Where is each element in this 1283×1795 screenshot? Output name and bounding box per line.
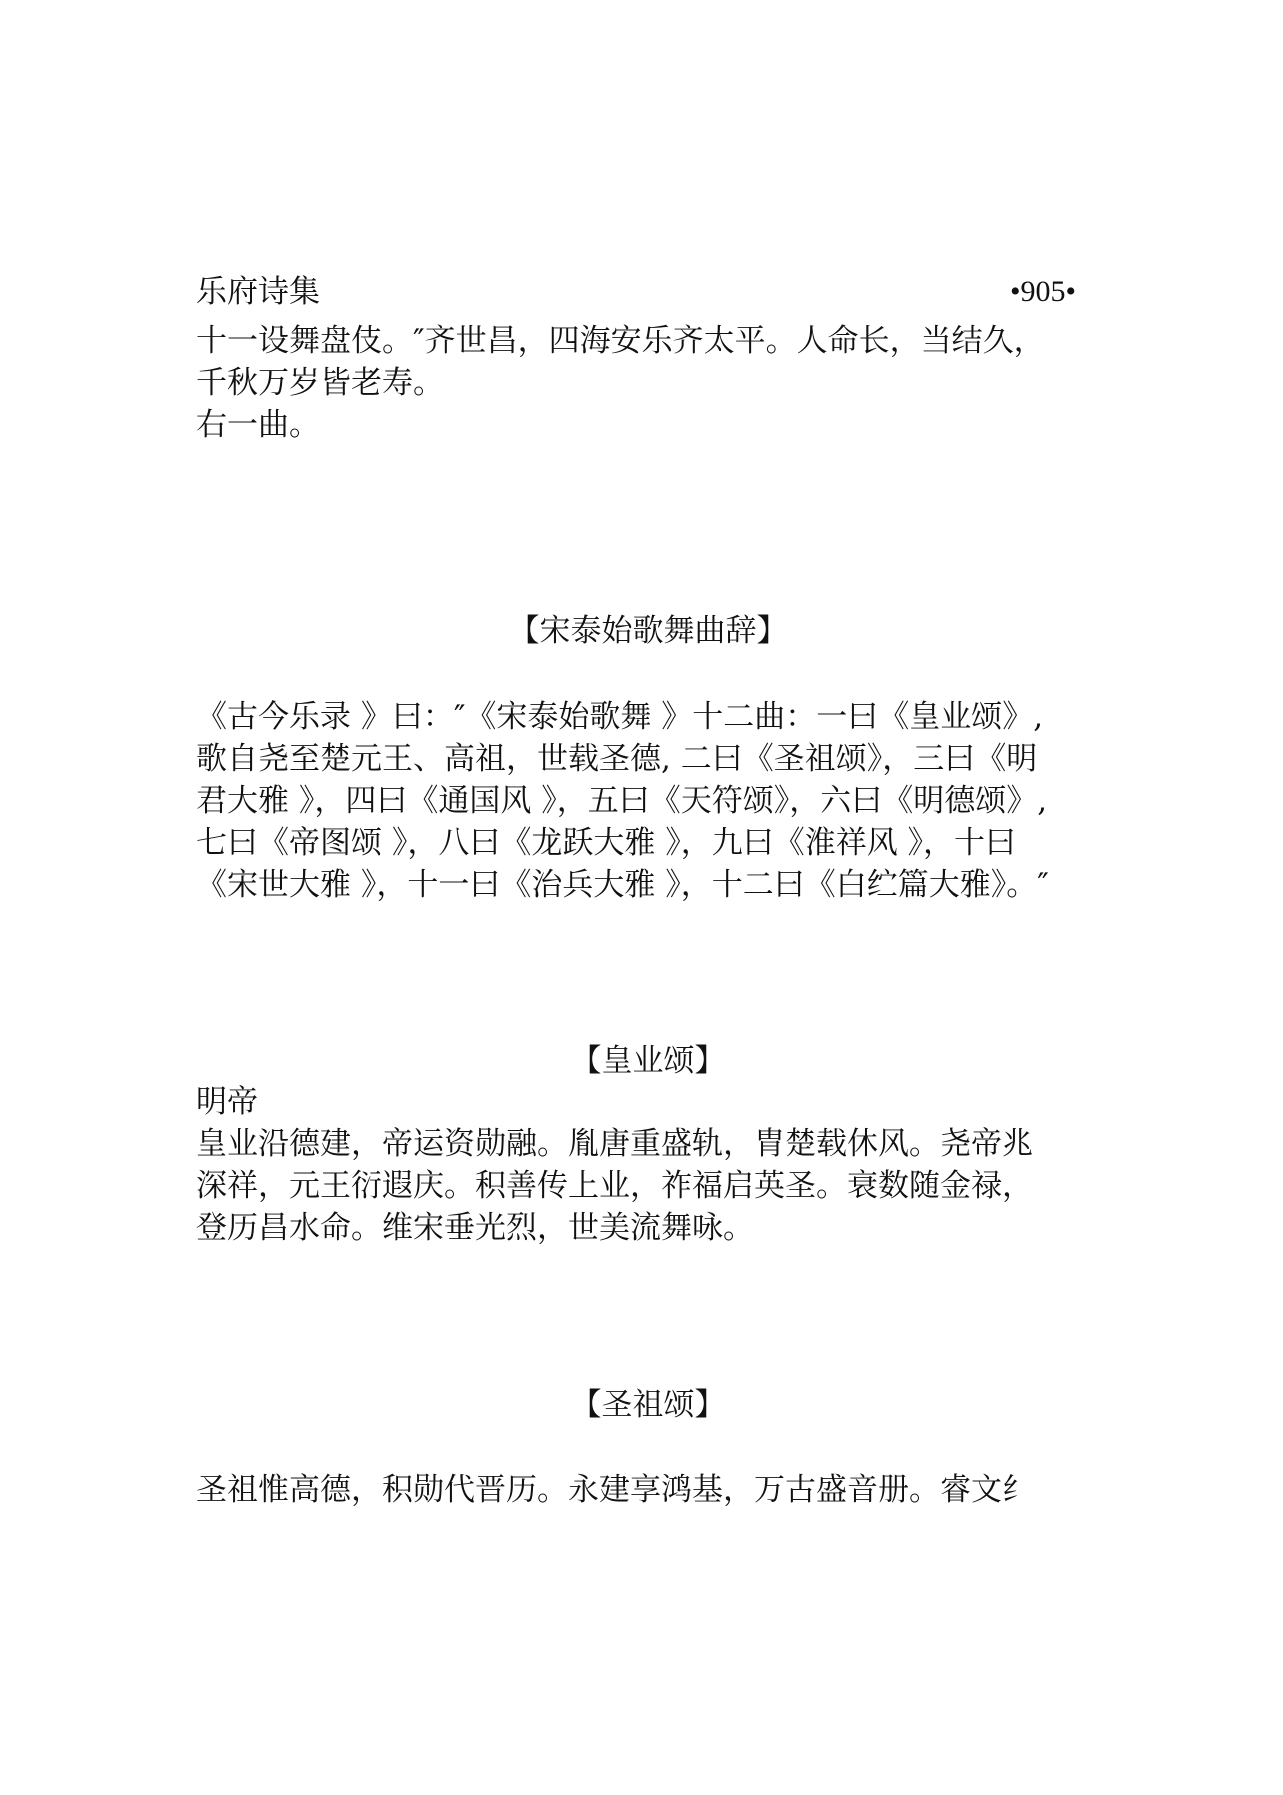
section-heading-text: 【皇业颂】	[570, 1043, 726, 1079]
shengzu-paragraph	[196, 1469, 1100, 1511]
text-line: 君大雅 》，四曰《通国风 》，五曰《天符颂》，六曰《明德颂》,	[196, 783, 1048, 819]
book-title: 乐府诗集	[196, 274, 320, 310]
huangye-paragraph	[196, 1081, 1100, 1249]
section-heading-text: 【宋泰始歌舞曲辞】	[508, 613, 788, 649]
text-line: 十一设舞盘伎。″齐世昌，四海安乐齐太平。人命长，当结久，	[196, 323, 1045, 359]
text-line: 《宋世大雅 》，十一曰《治兵大雅 》，十二曰《白纻篇大雅》。″	[196, 867, 1049, 903]
text-line: 右一曲。	[196, 407, 320, 443]
section-heading-songtai	[196, 609, 1100, 653]
songtai-paragraph	[196, 696, 1100, 906]
page-number: •905•	[1009, 275, 1076, 308]
intro-paragraph	[196, 320, 1100, 446]
author-line: 明帝	[196, 1084, 258, 1120]
text-line: 七曰《帝图颂 》，八曰《龙跃大雅 》，九曰《淮祥风 》，十曰	[196, 825, 1017, 861]
text-line: 皇业沿德建，帝运资勋融。胤唐重盛轨，胄楚载休风。尧帝兆	[196, 1126, 1033, 1162]
section-heading-text: 【圣祖颂】	[570, 1387, 726, 1423]
text-line: 圣祖惟高德，积勋代晋历。永建享鸿基，万古盛音册。睿文纟	[196, 1472, 1033, 1508]
text-line: 深祥，元王衍遐庆。积善传上业，祚福启英圣。衰数随金禄，	[196, 1168, 1033, 1204]
text-line: 登历昌水命。维宋垂光烈，世美流舞咏。	[196, 1210, 754, 1246]
running-header	[196, 268, 1076, 316]
text-line: 千秋万岁皆老寿。	[196, 365, 444, 401]
text-line: 《古今乐录 》曰：″《宋泰始歌舞 》十二曲：一曰《皇业颂》,	[196, 699, 1044, 735]
section-heading-huangye	[196, 1039, 1100, 1083]
text-line: 歌自尧至楚元王、高祖，世载圣德, 二曰《圣祖颂》，三曰《明	[196, 741, 1038, 777]
section-heading-shengzu	[196, 1383, 1100, 1427]
